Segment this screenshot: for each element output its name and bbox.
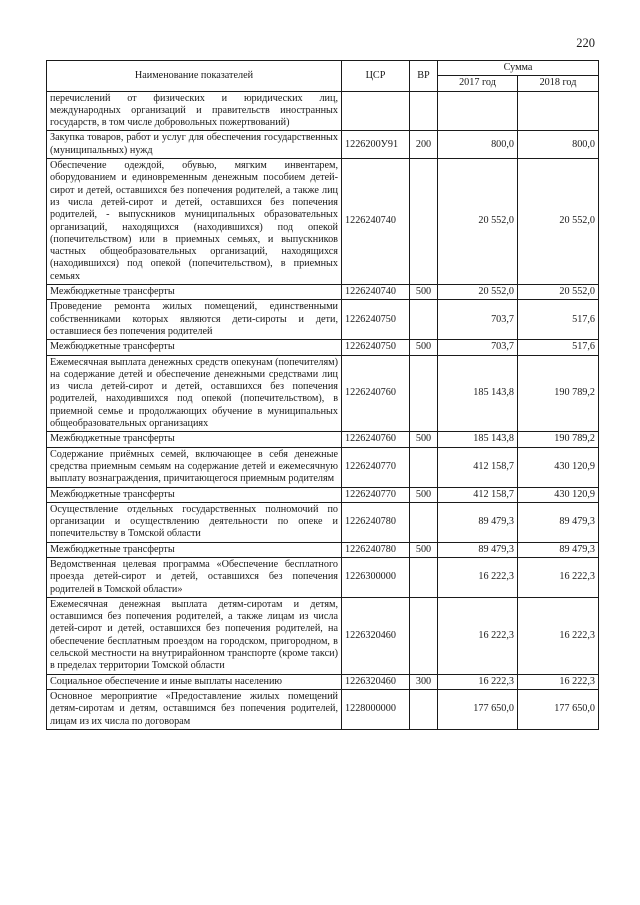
- row-2018-cell: 190 789,2: [518, 355, 599, 432]
- row-name-cell: Межбюджетные трансферты: [47, 487, 342, 502]
- row-2017-cell: 16 222,3: [438, 557, 518, 597]
- row-csr-cell: 1226240760: [342, 355, 410, 432]
- header-2018: 2018 год: [518, 76, 599, 91]
- table-row: [47, 502, 599, 542]
- row-csr-cell: 1226240740: [342, 285, 410, 300]
- row-vr-cell: [410, 597, 438, 674]
- row-csr-cell: 1226240760: [342, 432, 410, 447]
- row-name-cell: Основное мероприятие «Предоставление жилых помещений детям-сиротам и детям, оставшимся без попечения родителей, лицам из их числа по договорам: [47, 689, 342, 729]
- row-vr-cell: 500: [410, 340, 438, 355]
- row-2018-cell: 20 552,0: [518, 159, 599, 285]
- table-row: [47, 597, 599, 674]
- budget-table: [46, 60, 599, 730]
- row-vr-cell: [410, 159, 438, 285]
- row-2018-cell: 89 479,3: [518, 542, 599, 557]
- row-2018-cell: 16 222,3: [518, 674, 599, 689]
- row-name-cell: Содержание приёмных семей, включающее в себя денежные средства приемным семьям на содержание детей и ежемесячную выплату вознаграждения, причитающегося приемным родителям: [47, 447, 342, 487]
- row-vr-cell: 500: [410, 432, 438, 447]
- row-vr-cell: [410, 355, 438, 432]
- row-vr-cell: [410, 502, 438, 542]
- row-2017-cell: 16 222,3: [438, 674, 518, 689]
- row-csr-cell: 1226240770: [342, 487, 410, 502]
- table-row: [47, 91, 599, 131]
- row-vr-cell: [410, 557, 438, 597]
- header-csr: ЦСР: [342, 61, 410, 92]
- row-name-cell: Ежемесячная денежная выплата детям-сиротам и детям, оставшимся без попечения родителей, а также лицам из числа детей-сирот и детей, оставшихся без попечения родителей, на обеспечение бесплатным проездом на городском, пригородном, в сельской местности на внутрирайонном транспорте (кроме такси) в пределах территории Томской области: [47, 597, 342, 674]
- row-2017-cell: 800,0: [438, 131, 518, 159]
- row-csr-cell: 1226240750: [342, 340, 410, 355]
- table-row: [47, 487, 599, 502]
- row-2017-cell: 177 650,0: [438, 689, 518, 729]
- row-2017-cell: 412 158,7: [438, 447, 518, 487]
- row-name-cell: Проведение ремонта жилых помещений, единственными собственниками которых являются дети-сироты и дети, оставшиеся без попечения родителей: [47, 300, 342, 340]
- row-csr-cell: 1226240780: [342, 542, 410, 557]
- row-2018-cell: [518, 91, 599, 131]
- row-2018-cell: 190 789,2: [518, 432, 599, 447]
- row-2017-cell: 185 143,8: [438, 432, 518, 447]
- row-name-cell: Ведомственная целевая программа «Обеспечение бесплатного проезда детей-сирот и детей, оставшихся без попечения родителей в Томской области»: [47, 557, 342, 597]
- page-number: 220: [576, 36, 595, 50]
- table-row: [47, 300, 599, 340]
- row-vr-cell: 500: [410, 487, 438, 502]
- row-name-cell: Социальное обеспечение и иные выплаты населению: [47, 674, 342, 689]
- row-name-cell: Ежемесячная выплата денежных средств опекунам (попечителям) на содержание детей и обеспечение денежными средствами лиц из числа детей-сирот и детей, оставшихся без попечения родителей, находившихся под опекой (попечительством), в приемной семье и продолжающих обучение в муниципальных общеобразовательных организациях: [47, 355, 342, 432]
- row-2018-cell: 517,6: [518, 340, 599, 355]
- row-2017-cell: 89 479,3: [438, 542, 518, 557]
- row-name-cell: Осуществление отдельных государственных полномочий по организации и осуществлению деятельности по опеке и попечительству в Томской области: [47, 502, 342, 542]
- row-csr-cell: [342, 91, 410, 131]
- row-name-cell: Межбюджетные трансферты: [47, 432, 342, 447]
- row-vr-cell: [410, 447, 438, 487]
- row-2017-cell: 412 158,7: [438, 487, 518, 502]
- table-row: [47, 131, 599, 159]
- row-csr-cell: 1226240780: [342, 502, 410, 542]
- row-name-cell: Межбюджетные трансферты: [47, 542, 342, 557]
- header-2017: 2017 год: [438, 76, 518, 91]
- row-name-cell: Закупка товаров, работ и услуг для обеспечения государственных (муниципальных) нужд: [47, 131, 342, 159]
- row-csr-cell: 1226240750: [342, 300, 410, 340]
- row-name-cell: перечислений от физических и юридических лиц, международных организаций и правительств иностранных государств, в том числе добровольных пожертвований): [47, 91, 342, 131]
- row-2017-cell: 20 552,0: [438, 159, 518, 285]
- row-vr-cell: [410, 300, 438, 340]
- row-2018-cell: 430 120,9: [518, 447, 599, 487]
- table-row: [47, 159, 599, 285]
- header-sum: Сумма: [438, 61, 599, 76]
- table-row: [47, 542, 599, 557]
- row-name-cell: Межбюджетные трансферты: [47, 285, 342, 300]
- row-csr-cell: 1226240770: [342, 447, 410, 487]
- row-2017-cell: [438, 91, 518, 131]
- row-csr-cell: 1226200У91: [342, 131, 410, 159]
- row-vr-cell: [410, 689, 438, 729]
- table-row: [47, 285, 599, 300]
- table-row: [47, 557, 599, 597]
- row-vr-cell: 500: [410, 285, 438, 300]
- row-2018-cell: 177 650,0: [518, 689, 599, 729]
- row-name-cell: Обеспечение одеждой, обувью, мягким инвентарем, оборудованием и единовременным денежным пособием детей-сирот и детей, оставшихся без попечения родителей, а также лиц из числа детей-сирот и детей, оставшихся без попечения родителей, - выпускников муниципальных образовательных организаций, находящихся (находившихся) под опекой (попечительством) или в приемных семьях, и выпускников частных общеобразовательных организаций, находящихся (находившихся) под опекой (попечительством), в приемных семьях: [47, 159, 342, 285]
- table-row: [47, 674, 599, 689]
- row-2018-cell: 800,0: [518, 131, 599, 159]
- row-2018-cell: 16 222,3: [518, 557, 599, 597]
- row-2018-cell: 89 479,3: [518, 502, 599, 542]
- row-name-cell: Межбюджетные трансферты: [47, 340, 342, 355]
- table-row: [47, 340, 599, 355]
- table-row: [47, 355, 599, 432]
- row-2017-cell: 703,7: [438, 340, 518, 355]
- row-2017-cell: 20 552,0: [438, 285, 518, 300]
- header-name: Наименование показателей: [47, 61, 342, 92]
- row-2018-cell: 16 222,3: [518, 597, 599, 674]
- row-2018-cell: 20 552,0: [518, 285, 599, 300]
- row-csr-cell: 1226320460: [342, 597, 410, 674]
- row-2018-cell: 517,6: [518, 300, 599, 340]
- row-csr-cell: 1226320460: [342, 674, 410, 689]
- row-2017-cell: 89 479,3: [438, 502, 518, 542]
- row-2017-cell: 703,7: [438, 300, 518, 340]
- row-2017-cell: 16 222,3: [438, 597, 518, 674]
- row-2018-cell: 430 120,9: [518, 487, 599, 502]
- row-vr-cell: 200: [410, 131, 438, 159]
- row-csr-cell: 1226300000: [342, 557, 410, 597]
- row-vr-cell: [410, 91, 438, 131]
- table-row: [47, 447, 599, 487]
- table-row: [47, 432, 599, 447]
- row-vr-cell: 500: [410, 542, 438, 557]
- row-vr-cell: 300: [410, 674, 438, 689]
- row-2017-cell: 185 143,8: [438, 355, 518, 432]
- row-csr-cell: 1226240740: [342, 159, 410, 285]
- header-vr: ВР: [410, 61, 438, 92]
- row-csr-cell: 1228000000: [342, 689, 410, 729]
- table-row: [47, 689, 599, 729]
